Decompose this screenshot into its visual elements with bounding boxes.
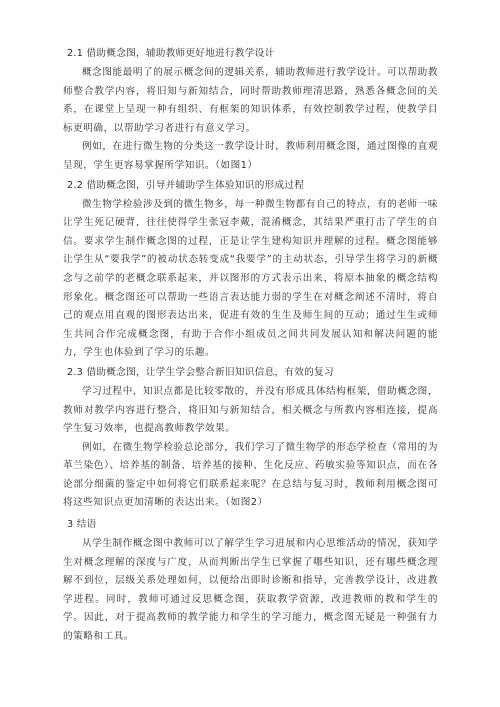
- paragraph: 例如，在微生物学检验总论部分，我们学习了微生物学的形态学检查（常用的为革兰染色）、培养基的制备、培养基的接种、生化反应、药敏实验等知识点，而在各论部分细菌的鉴定中如何将它们联系起来呢？在总结与复习时，教师利用概念图可将这些知识点更加清晰的表达出来。（如图2）: [63, 441, 438, 509]
- paragraph: 学习过程中，知识点都是比较零散的，并没有形成具体结构框架，借助概念图，教师对教学内容进行整合，将旧知与新知结合，相关概念与所教内容相连接，提高学生复习效率，也提高教师教学效果。: [63, 385, 438, 435]
- paragraph: 例如，在进行微生物的分类这一教学设计时，教师利用概念图，通过图像的直观呈现，学生更容易掌握所学知识。（如图1）: [63, 141, 438, 171]
- paragraph: 概念图能最明了的展示概念间的逻辑关系，辅助教师进行教学设计。可以帮助教师整合教学内容，将旧知与新知结合，同时帮助教师理清思路，熟悉各概念间的关系，在课堂上呈现一种有组织、有框架的知识体系，有效控制教学过程，使教学目标更明确，以帮助学习者进行有意义学习。: [63, 67, 438, 134]
- section-heading-2-1: 2.1 借助概念图，辅助教师更好地进行教学设计: [67, 48, 275, 59]
- section-heading-2-2: 2.2 借助概念图，引导并辅助学生体验知识的形成过程: [67, 179, 305, 191]
- paragraph: 微生物学检验涉及到的微生物多，每一种微生物都有自己的特点，有的老师一味让学生死记硬背，往往使得学生张冠李戴，混淆概念，其结果严重打击了学生的自信。要求学生制作概念图的过程，正是让学生建构知识并理解的过程。概念图能够让学生从“要我学”的被动状态转变成“我要学”的主动状态，引导学生将学习的新概念与之前学的老概念联系起来，并以图形的方式表示出来，将原本抽象的概念结构形象化。概念图还可以帮助一些语言表达能力弱的学生在对概念阐述不清时，将自己的观点用直观的图形表达出来，促进有效的生生及师生间的互动；通过生生或师生共同合作完成概念图，有助于合作小组成员之间共同发展认知和解决问题的能力，学生也体验到了学习的乐趣。: [63, 198, 438, 359]
- section-heading-3: 3 结语: [67, 519, 97, 531]
- section-heading-2-3: 2.3 借助概念图，让学生学会整合新旧知识信息，有效的复习: [67, 366, 334, 378]
- paragraph: 从学生制作概念图中教师可以了解学生学习进展和内心思维活动的情况，获知学生对概念理解的深度与广度，从而判断出学生已掌握了哪些知识，还有哪些概念理解不到位，层级关系处理如何，以便给出即时诊断和指导，完善教学设计，改进教学进程。同时，教师可通过反思概念图，获取教学资源，改进教师的教和学生的学。因此，对于提高教师的教学能力和学生的学习能力，概念图无疑是一种强有力的策略和工具。: [63, 538, 438, 643]
